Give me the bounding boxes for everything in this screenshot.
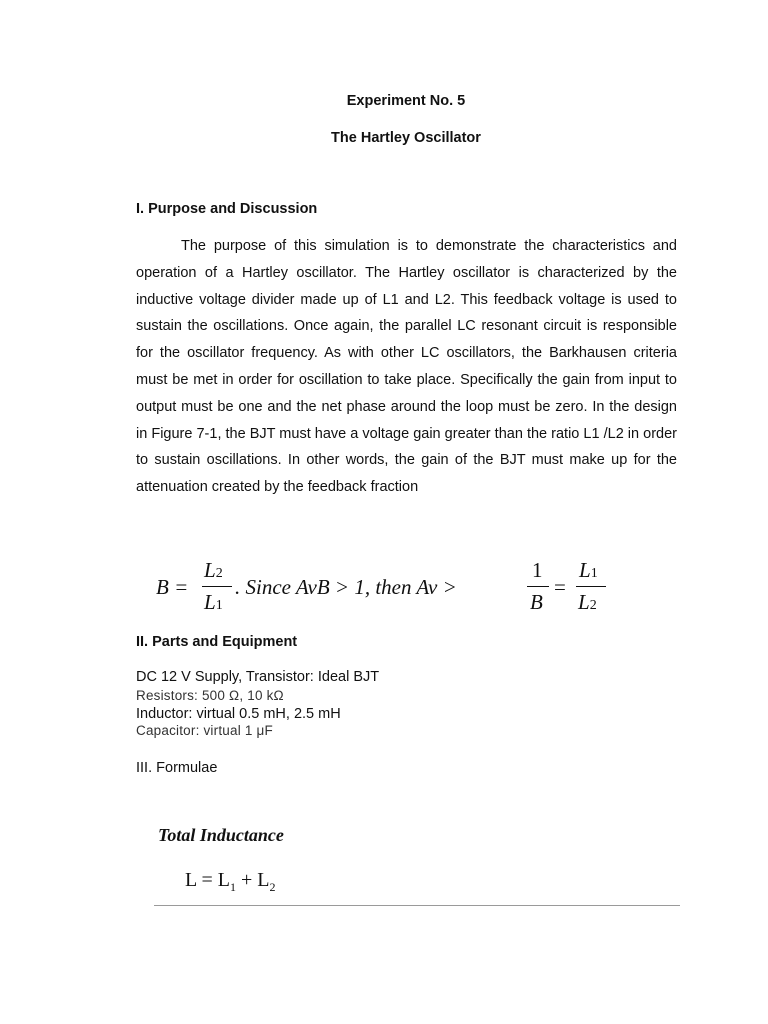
- parts-item-supply: DC 12 V Supply, Transistor: Ideal BJT: [136, 669, 380, 685]
- frac3-numerator: L1: [579, 558, 598, 582]
- frac2-denominator: B: [530, 590, 543, 614]
- frac1-denominator: L1: [204, 590, 223, 614]
- parts-item-inductor: Inductor: virtual 0.5 mH, 2.5 mH: [136, 706, 341, 722]
- frac2-bar: [527, 586, 549, 587]
- frac1-numerator: L2: [204, 558, 223, 582]
- section-heading-purpose: I. Purpose and Discussion: [136, 201, 318, 217]
- section-heading-parts: II. Parts and Equipment: [136, 634, 298, 650]
- experiment-subtitle: The Hartley Oscillator: [331, 130, 481, 146]
- gain-formula: [156, 556, 616, 616]
- formula-title: Total Inductance: [158, 825, 284, 845]
- footer-divider: [154, 905, 680, 906]
- formula-equals: =: [554, 575, 566, 599]
- formula-middle: . Since AvB > 1, then Av >: [235, 575, 457, 599]
- section-heading-formulae: III. Formulae: [136, 760, 218, 776]
- frac3-denominator: L2: [578, 590, 597, 614]
- frac3-bar: [576, 586, 606, 587]
- experiment-title: Experiment No. 5: [346, 93, 466, 109]
- frac2-numerator: 1: [532, 558, 543, 582]
- frac1-bar: [202, 586, 232, 587]
- parts-item-capacitor: Capacitor: virtual 1 μF: [136, 723, 273, 738]
- total-inductance-formula: $L = L_1 + L_2$: [185, 869, 276, 894]
- parts-item-resistors: Resistors: 500 Ω, 10 kΩ: [136, 688, 284, 703]
- purpose-paragraph: The purpose of this simulation is to demonstrate the characteristics and operation of a Hartley oscillator. The Hartley oscillator is characterized by the inductive voltage divider made up of L1 and L2. This feedback voltage is used to sustain the oscillations. Once again, the parallel LC resonant circuit is responsible for the oscillator frequency. As with other LC oscillators, the Barkhausen criteria must be met in order for oscillation to take place. Specifically the gain from input to output must be one and the net phase around the loop must be zero. In the design in Figure 7-1, the BJT must have a voltage gain greater than the ratio L1 /L2 in order to sustain oscillations. In other words, the gain of the BJT must make up for the attenuation created by the feedback fraction: [136, 238, 677, 496]
- formula-lhs: B =: [156, 575, 189, 599]
